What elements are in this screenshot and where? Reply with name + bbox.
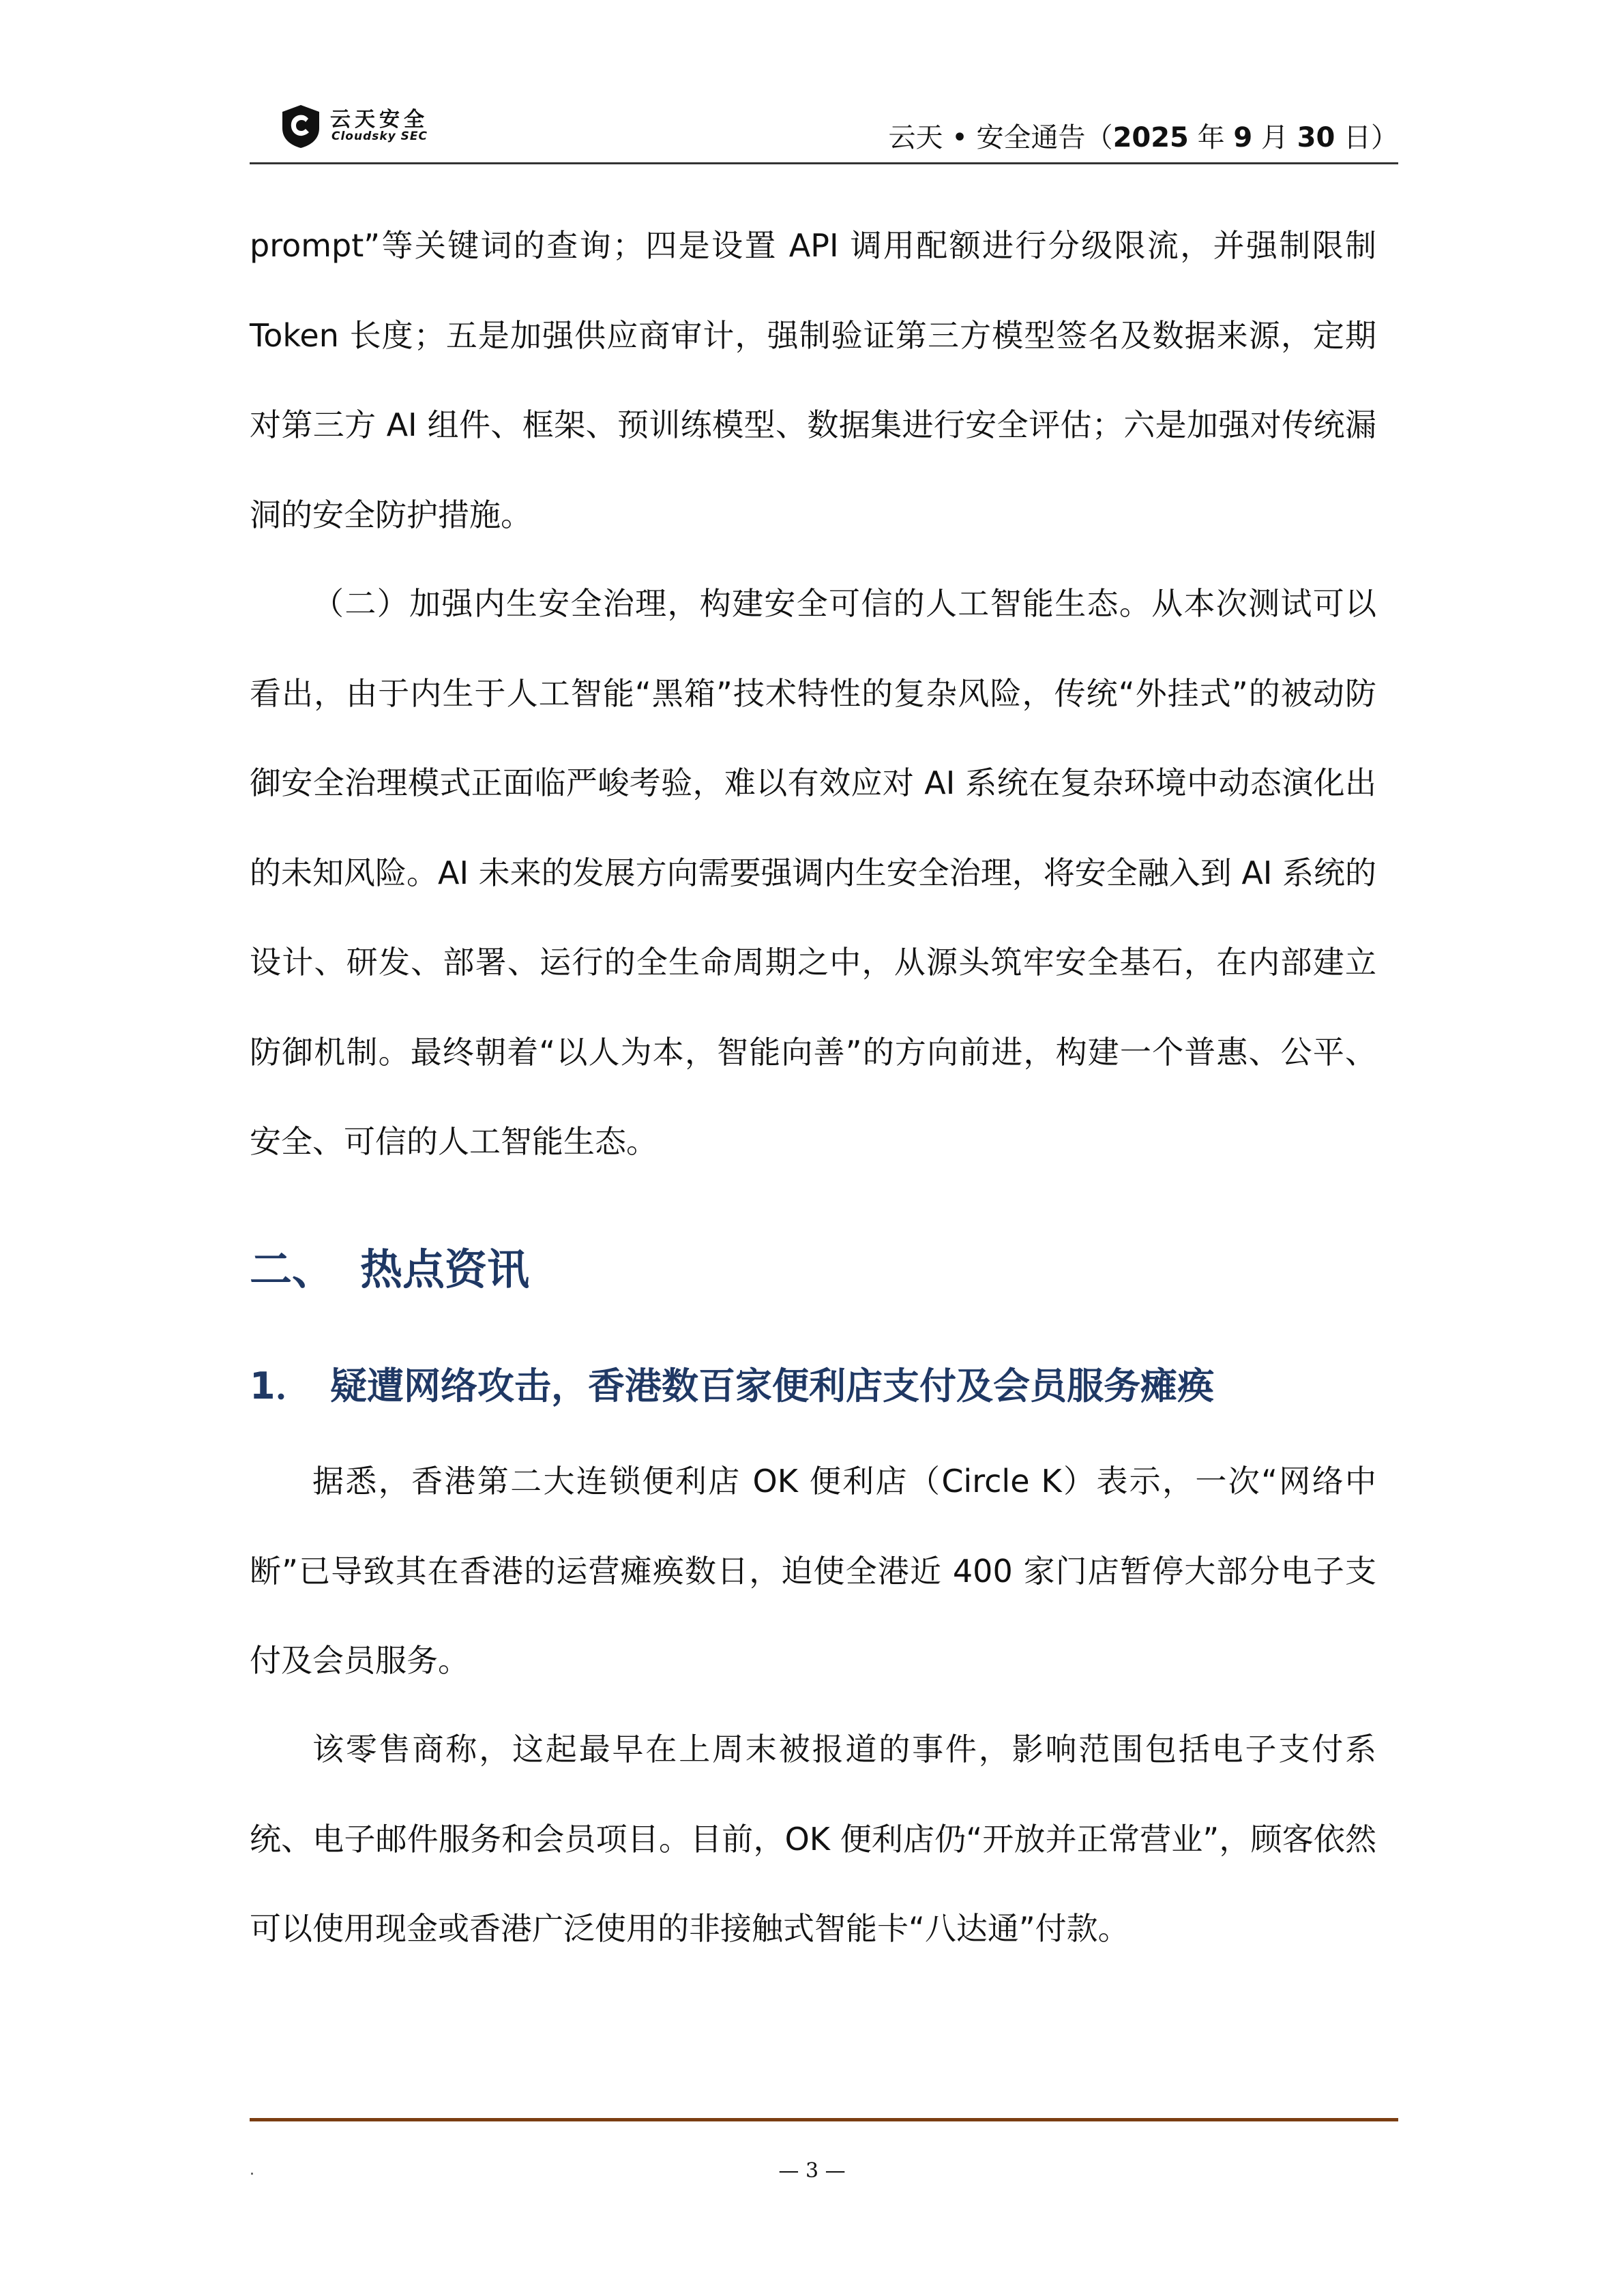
year: 2025	[1112, 122, 1189, 153]
header-divider	[250, 162, 1398, 164]
section-heading	[250, 1236, 529, 1296]
company-logo	[280, 102, 498, 150]
year-unit: 年	[1197, 122, 1225, 153]
day: 30	[1297, 122, 1335, 153]
shield-c-logo-icon	[280, 104, 322, 149]
logo-chinese-name: 云天安全	[330, 108, 428, 132]
title-prefix: 云天 • 安全通告（	[888, 122, 1113, 153]
logo-english-name: Cloudsky SEC	[331, 130, 428, 143]
section-number: 二、	[250, 1244, 335, 1294]
footer-divider	[250, 2118, 1398, 2121]
page-number: — 3 —	[778, 2159, 846, 2183]
day-unit: 日）	[1344, 122, 1398, 153]
month: 9	[1233, 122, 1253, 153]
page-header	[250, 102, 1398, 168]
body-paragraph: （二）加强内生安全治理，构建安全可信的人工智能生态。从本次测试可以看出，由于内生于人工智能“黑箱”技术特性的复杂风险，传统“外挂式”的被动防御安全治理模式正面临严峻考验，难以有效应对 AI 系统在复杂环境中动态演化出的未知风险。AI 未来的发展方向需要强调内生安全治理，将安全融入到 AI 系统的设计、研发、部署、运行的全生命周期之中，从源头筑牢安全基石，在内部建立防御机制。最终朝着“以人为本，智能向善”的方向前进，构建一个普惠、公平、安全、可信的人工智能生态。	[250, 585, 1376, 1160]
news-paragraph: 该零售商称，这起最早在上周末被报道的事件，影响范围包括电子支付系统、电子邮件服务和会员项目。目前，OK 便利店仍“开放并正常营业”，顾客依然可以使用现金或香港广泛使用的非接触式智能卡“八达通”付款。	[250, 1731, 1376, 1947]
subsection-number: 1．	[250, 1365, 312, 1407]
body-paragraph: prompt”等关键词的查询；四是设置 API 调用配额进行分级限流，并强制限制 Token 长度；五是加强供应商审计，强制验证第三方模型签名及数据来源，定期对第三方 AI 组件、框架、预训练模型、数据集进行安全评估；六是加强对传统漏洞的安全防护措施。	[250, 227, 1376, 533]
news-paragraph: 据悉，香港第二大连锁便利店 OK 便利店（Circle K）表示，一次“网络中断”已导致其在香港的运营瘫痪数日，迫使全港近 400 家门店暂停大部分电子支付及会员服务。	[250, 1463, 1376, 1679]
subsection-heading	[250, 1357, 1214, 1410]
bulletin-title	[889, 116, 1398, 155]
footer-mark: .	[250, 2162, 254, 2179]
month-unit: 月	[1260, 122, 1288, 153]
subsection-title: 疑遭网络攻击，香港数百家便利店支付及会员服务瘫痪	[330, 1365, 1214, 1407]
section-title: 热点资讯	[360, 1244, 530, 1294]
